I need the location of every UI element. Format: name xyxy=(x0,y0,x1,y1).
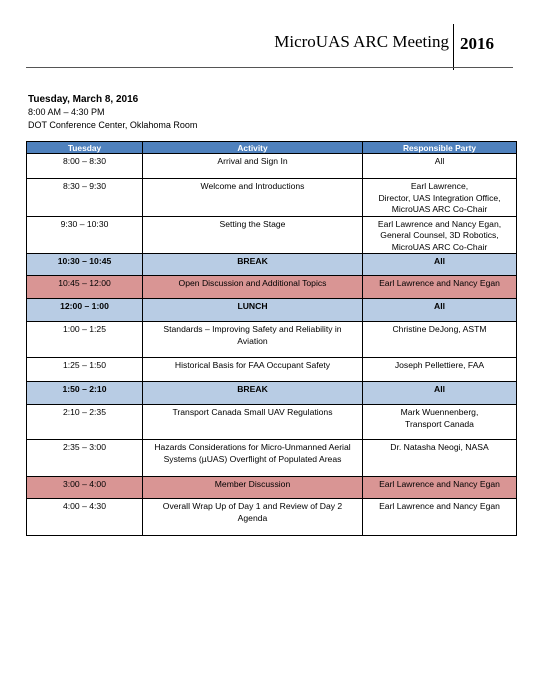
agenda-time-cell: 10:30 – 10:45 xyxy=(27,254,143,276)
column-header-time: Tuesday xyxy=(27,142,143,154)
agenda-body xyxy=(27,154,517,536)
column-header-activity: Activity xyxy=(143,142,363,154)
agenda-time-cell: 1:25 – 1:50 xyxy=(27,358,143,382)
agenda-time-cell: 1:50 – 2:10 xyxy=(27,382,143,405)
agenda-time-cell: 2:35 – 3:00 xyxy=(27,440,143,477)
meeting-date: Tuesday, March 8, 2016 xyxy=(28,94,139,105)
agenda-row xyxy=(27,382,517,405)
agenda-activity-cell: Setting the Stage xyxy=(143,216,363,254)
agenda-row xyxy=(27,499,517,536)
agenda-activity-cell: LUNCH xyxy=(143,299,363,322)
agenda-time-cell: 4:00 – 4:30 xyxy=(27,499,143,536)
agenda-row xyxy=(27,358,517,382)
agenda-activity-cell: Welcome and Introductions xyxy=(143,179,363,217)
agenda-row xyxy=(27,254,517,276)
meeting-info xyxy=(28,93,197,132)
agenda-activity-cell: Hazards Considerations for Micro-Unmanned Aerial Systems (µUAS) Overflight of Populated Areas xyxy=(143,440,363,477)
agenda-party-cell: Earl Lawrence, Director, UAS Integration Office, MicroUAS ARC Co-Chair xyxy=(363,179,517,217)
agenda-party-cell: Dr. Natasha Neogi, NASA xyxy=(363,440,517,477)
agenda-time-cell: 3:00 – 4:00 xyxy=(27,477,143,499)
agenda-activity-cell: Open Discussion and Additional Topics xyxy=(143,276,363,299)
agenda-time-cell: 2:10 – 2:35 xyxy=(27,405,143,440)
agenda-time-cell: 1:00 – 1:25 xyxy=(27,322,143,358)
agenda-party-cell: Joseph Pellettiere, FAA xyxy=(363,358,517,382)
agenda-time-cell: 9:30 – 10:30 xyxy=(27,216,143,254)
agenda-party-cell: All xyxy=(363,299,517,322)
agenda-party-cell: All xyxy=(363,154,517,179)
agenda-time-cell: 8:30 – 9:30 xyxy=(27,179,143,217)
agenda-row xyxy=(27,322,517,358)
agenda-row xyxy=(27,299,517,322)
agenda-activity-cell: Transport Canada Small UAV Regulations xyxy=(143,405,363,440)
agenda-activity-cell: BREAK xyxy=(143,382,363,405)
agenda-party-cell: All xyxy=(363,382,517,405)
agenda-table xyxy=(26,141,517,536)
agenda-row xyxy=(27,179,517,217)
agenda-activity-cell: BREAK xyxy=(143,254,363,276)
agenda-row xyxy=(27,405,517,440)
agenda-time-cell: 12:00 – 1:00 xyxy=(27,299,143,322)
agenda-row xyxy=(27,154,517,179)
column-header-party: Responsible Party xyxy=(363,142,517,154)
document-year: 2016 xyxy=(453,24,494,70)
agenda-activity-cell: Standards – Improving Safety and Reliability in Aviation xyxy=(143,322,363,358)
document-title: MicroUAS ARC Meeting xyxy=(274,32,449,51)
header-rule xyxy=(26,67,513,68)
agenda-party-cell: Earl Lawrence and Nancy Egan xyxy=(363,477,517,499)
agenda-party-cell: Earl Lawrence and Nancy Egan xyxy=(363,276,517,299)
agenda-time-cell: 8:00 – 8:30 xyxy=(27,154,143,179)
agenda-header-row xyxy=(27,142,517,154)
meeting-time: 8:00 AM – 4:30 PM xyxy=(28,107,105,117)
agenda-activity-cell: Member Discussion xyxy=(143,477,363,499)
agenda-row xyxy=(27,477,517,499)
agenda-row xyxy=(27,440,517,477)
agenda-row xyxy=(27,276,517,299)
agenda-activity-cell: Arrival and Sign In xyxy=(143,154,363,179)
meeting-location: DOT Conference Center, Oklahoma Room xyxy=(28,120,198,130)
agenda-activity-cell: Overall Wrap Up of Day 1 and Review of Day 2 Agenda xyxy=(143,499,363,536)
page-header xyxy=(0,24,539,70)
agenda-party-cell: Christine DeJong, ASTM xyxy=(363,322,517,358)
agenda-party-cell: Earl Lawrence and Nancy Egan xyxy=(363,499,517,536)
agenda-activity-cell: Historical Basis for FAA Occupant Safety xyxy=(143,358,363,382)
agenda-time-cell: 10:45 – 12:00 xyxy=(27,276,143,299)
agenda-party-cell: All xyxy=(363,254,517,276)
agenda-row xyxy=(27,216,517,254)
agenda-party-cell: Earl Lawrence and Nancy Egan, General Counsel, 3D Robotics, MicroUAS ARC Co-Chair xyxy=(363,216,517,254)
agenda-party-cell: Mark Wuennenberg, Transport Canada xyxy=(363,405,517,440)
